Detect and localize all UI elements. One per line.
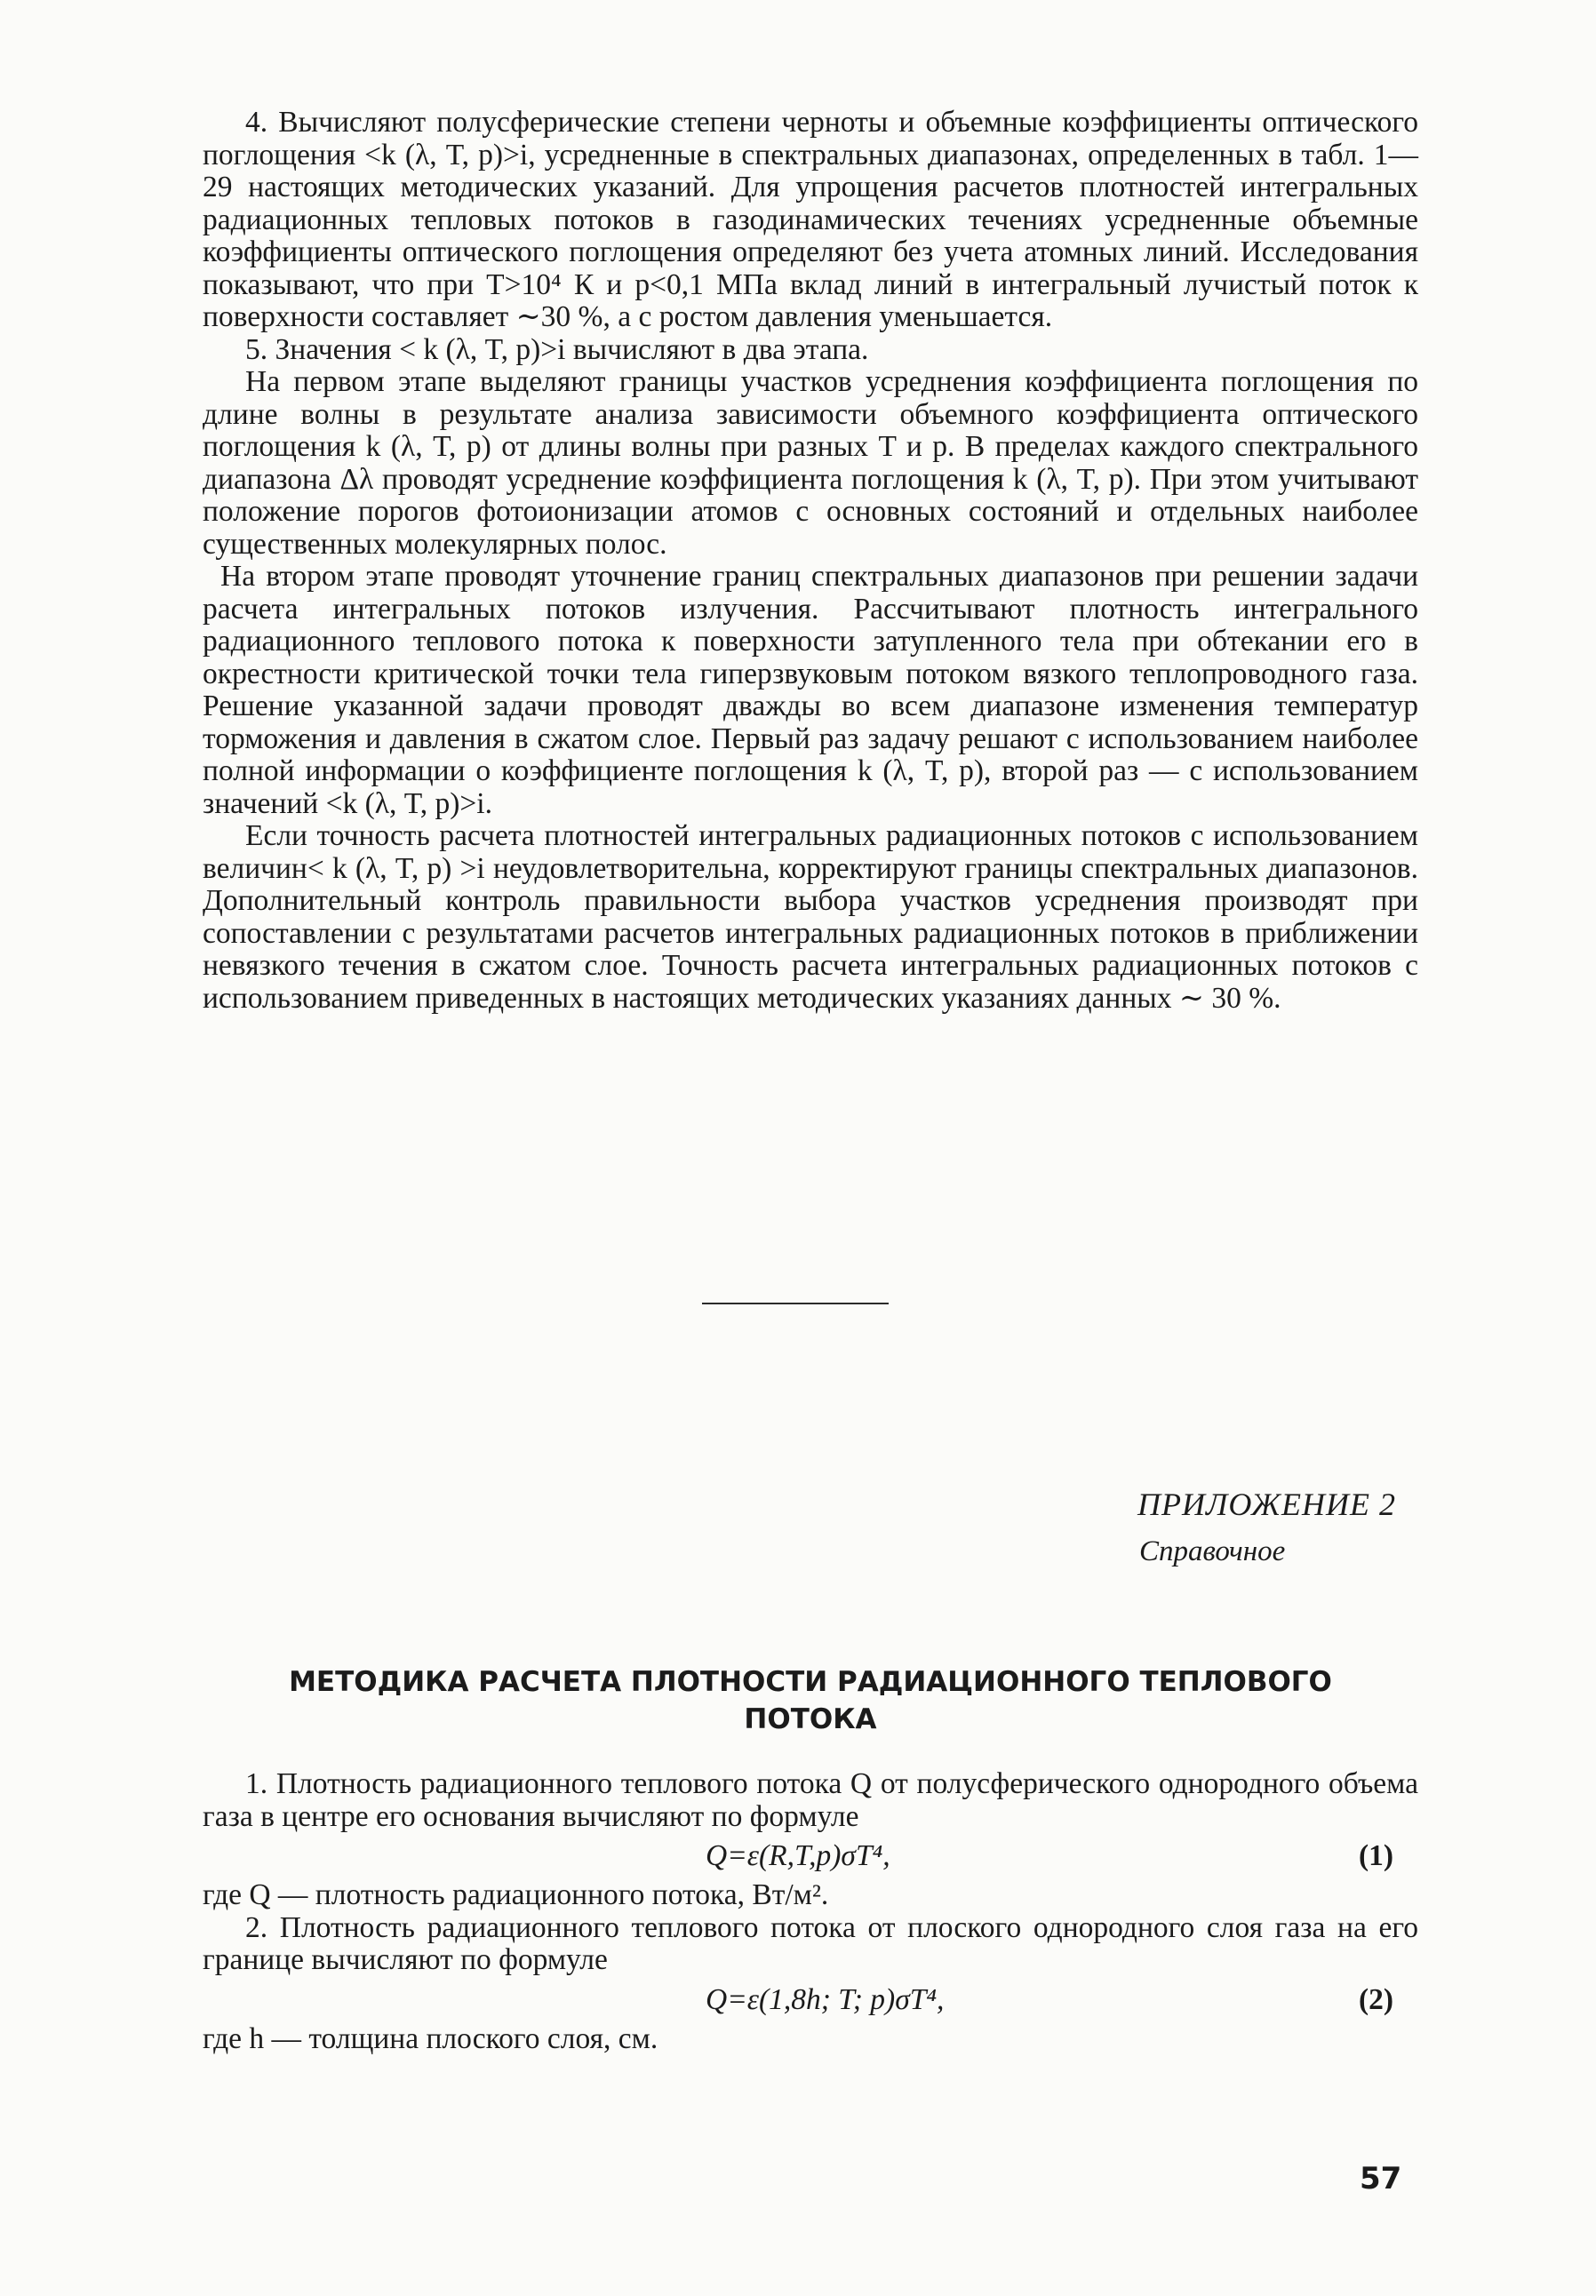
section-divider: [702, 1303, 889, 1304]
section-title: [203, 1663, 1418, 1738]
paragraph-item-5: 5. Значения < k (λ, T, p)>i вычисляют в два этапа.: [245, 332, 869, 366]
formula-2-number: (2): [1358, 1982, 1393, 2016]
section-title-line-2: ПОТОКА: [744, 1703, 877, 1735]
method-text: [203, 1768, 1418, 2055]
formula-1: [203, 1833, 1418, 1879]
paragraph-second-stage: На втором этапе проводят уточнение границ спектральных диапазонов при решении задачи расчета интегральных потоков излучения. Рассчитывают плотность интегрального радиационного теплового потока к поверхности затупленного тела при обтекании его в окрестности критической точки тела гиперзвуковым потоком вязкого теплопроводного газа. Решение указанной задачи проводят дважды во всем диапазоне изменения температур торможения и давления в сжатом слое. Первый раз задачу решают с использованием наиболее полной информации о коэффициенте поглощения k (λ, T, p), второй раз — с использованием значений <k (λ, T, p)>i.: [203, 560, 1418, 820]
formula-1-expression: Q=ε(R,T,p)σT⁴,: [706, 1839, 890, 1872]
method-paragraph-q-definition: где Q — плотность радиационного потока, Вт/м².: [203, 1878, 829, 1911]
formula-2: [203, 1977, 1418, 2023]
section-title-line-1: МЕТОДИКА РАСЧЕТА ПЛОТНОСТИ РАДИАЦИОННОГО ТЕПЛОВОГО: [289, 1666, 1332, 1698]
method-paragraph-2: 2. Плотность радиационного теплового потока от плоского однородного слоя газа на его границе вычисляют по формуле: [203, 1910, 1418, 1976]
appendix-label: ПРИЛОЖЕНИЕ 2: [1137, 1487, 1396, 1522]
paragraph-first-stage: На первом этапе выделяют границы участков усреднения коэффициента поглощения по длине волны в результате анализа зависимости объемного коэффициента оптического поглощения k (λ, T, p) от длины волны при разных T и p. В пределах каждого спектрального диапазона Δλ проводят усреднение коэффициента поглощения k (λ, T, p). При этом учитывают положение порогов фотоионизации атомов с основных состояний и отдельных наиболее существенных молекулярных полос.: [203, 365, 1418, 561]
method-paragraph-h-definition: где h — толщина плоского слоя, см.: [203, 2021, 658, 2055]
formula-1-number: (1): [1358, 1839, 1393, 1872]
paragraph-item-4: 4. Вычисляют полусферические степени черноты и объемные коэффициенты оптического поглощения <k (λ, T, p)>i, усредненные в спектральных диапазонах, определенных в табл. 1—29 настоящих методических указаний. Для упрощения расчетов плотностей интегральных радиационных тепловых потоков в газодинамических течениях усредненные объемные коэффициенты оптического поглощения определяют без учета атомных линий. Исследования показывают, что при T>10⁴ К и p<0,1 МПа вклад линий в интегральный лучистый поток к поверхности составляет ∼30 %, а с ростом давления уменьшается.: [203, 106, 1418, 333]
appendix-subtitle: Справочное: [1139, 1535, 1286, 1567]
formula-2-expression: Q=ε(1,8h; T; p)σT⁴,: [706, 1982, 945, 2016]
body-text: [203, 107, 1418, 1015]
paragraph-accuracy: Если точность расчета плотностей интегральных радиационных потоков с использованием величин< k (λ, T, p) >i неудовлетворительна, корректируют границы спектральных диапазонов. Дополнительный контроль правильности выбора участков усреднения производят при сопоставлении с результатами расчетов интегральных радиационных потоков в приближении невязкого течения в сжатом слое. Точность расчета интегральных радиационных потоков с использованием приведенных в настоящих методических указаниях данных ∼ 30 %.: [203, 819, 1418, 1015]
method-paragraph-1: 1. Плотность радиационного теплового потока Q от полусферического однородного объема газа в центре его основания вычисляют по формуле: [203, 1767, 1418, 1833]
page-number: 57: [1360, 2161, 1402, 2196]
